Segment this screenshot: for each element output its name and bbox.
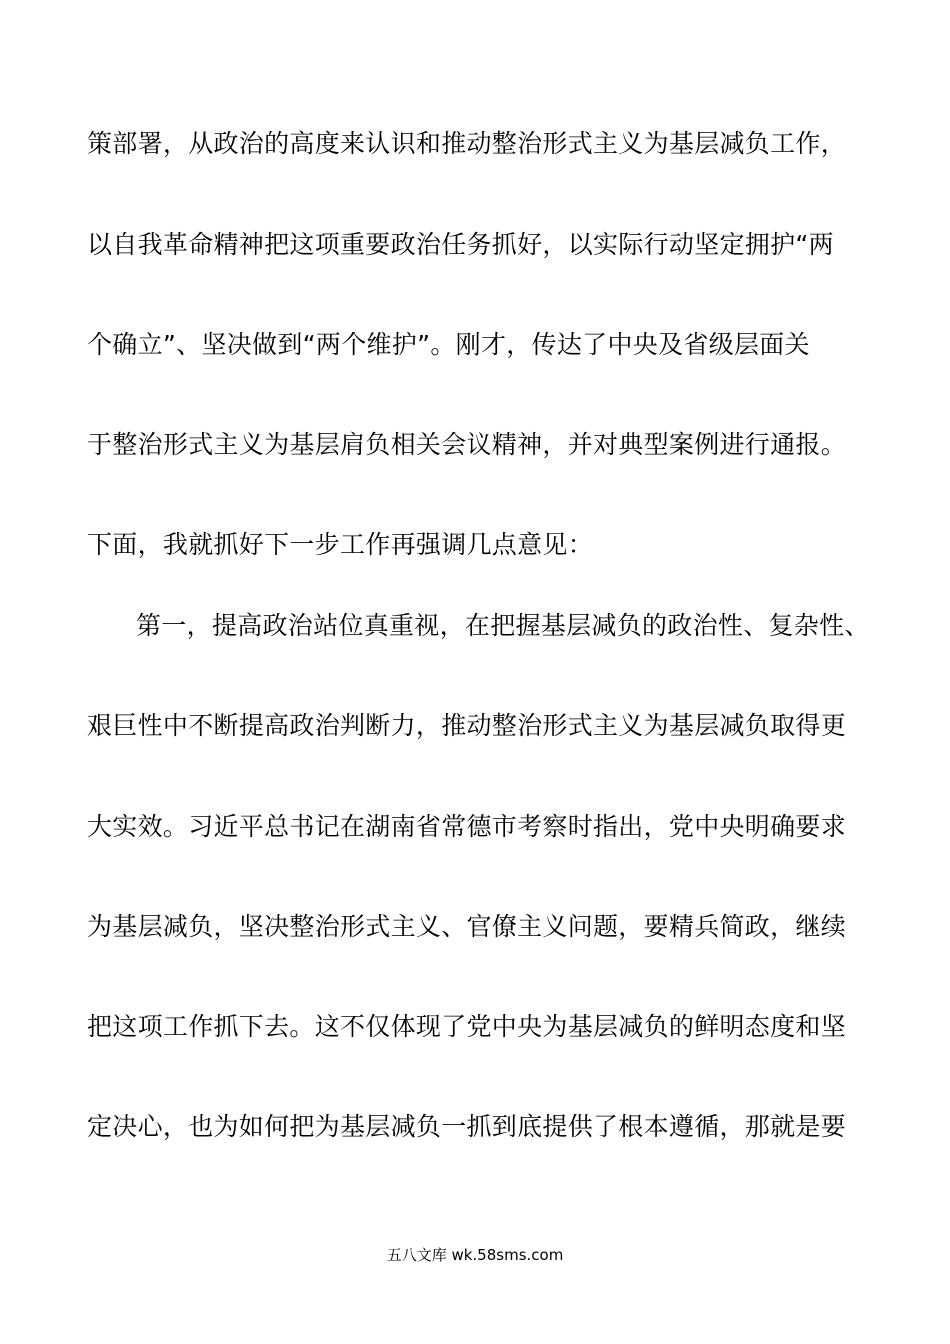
text-line: 定决心，也为如何把为基层减负一抓到底提供了根本遵循，那就是要 [87,1112,847,1141]
text-line: 大实效。习近平总书记在湖南省常德市考察时指出，党中央明确要求 [87,812,847,841]
text-line: 艰巨性中不断提高政治判断力，推动整治形式主义为基层减负取得更 [87,711,847,740]
text-line: 策部署，从政治的高度来认识和推动整治形式主义为基层减负工作， [87,129,847,158]
text-line: 以自我革命精神把这项重要政治任务抓好，以实际行动坚定拥护“两 [87,230,834,259]
paragraph-first-line: 第一，提高政治站位真重视，在把握基层减负的政治性、复杂性、 [136,611,870,640]
text-line: 下面，我就抓好下一步工作再强调几点意见： [87,530,594,559]
text-line: 个确立”、坚决做到“两个维护”。刚才，传达了中央及省级层面关 [87,330,810,359]
text-line: 为基层减负，坚决整治形式主义、官僚主义问题，要精兵简政，继续 [87,912,847,941]
page-footer: 五八文库 wk.58sms.com [386,1246,564,1264]
text-line: 把这项工作抓下去。这不仅体现了党中央为基层减负的鲜明态度和坚 [87,1012,847,1041]
text-line: 于整治形式主义为基层肩负相关会议精神，并对典型案例进行通报。 [87,430,847,459]
